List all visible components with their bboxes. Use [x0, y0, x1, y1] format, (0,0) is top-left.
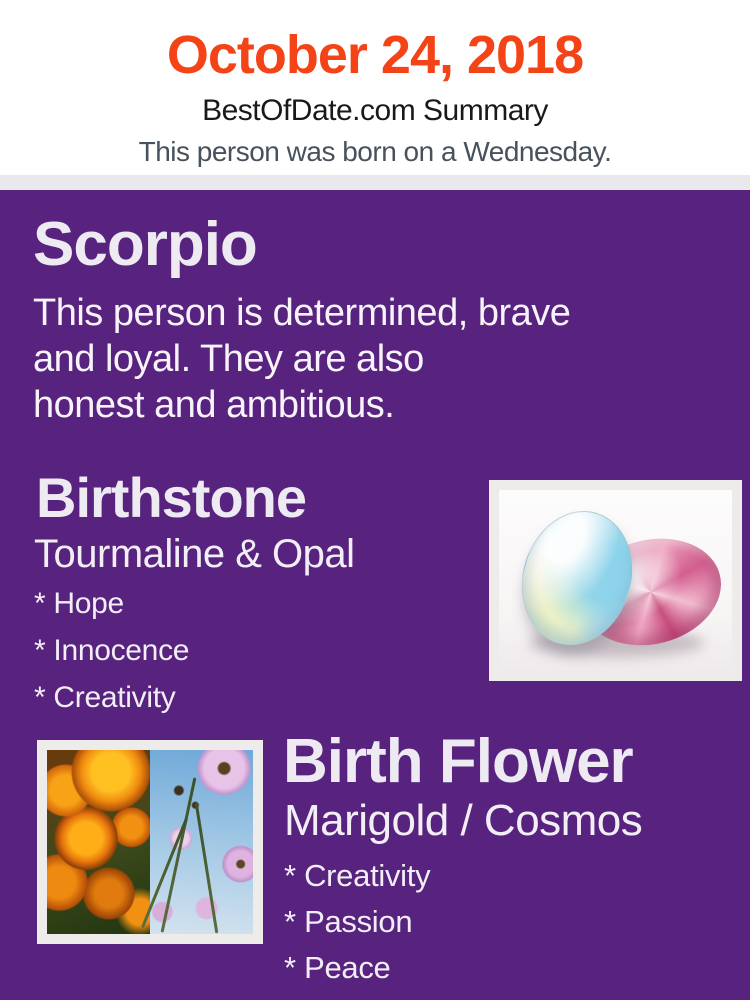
birth-flower-names: Marigold / Cosmos — [284, 796, 643, 845]
birthstone-image — [489, 480, 742, 681]
zodiac-sign-title: Scorpio — [33, 210, 257, 279]
birthstone-photo — [499, 490, 732, 671]
weekday-note: This person was born on a Wednesday. — [138, 136, 612, 167]
birth-flower-trait: * Creativity — [284, 858, 431, 893]
birth-flower-photo — [47, 750, 253, 934]
birthstone-trait: * Innocence — [34, 634, 190, 667]
birthstone-trait: * Hope — [34, 587, 124, 620]
zodiac-description — [33, 290, 570, 428]
zodiac-description-line: honest and ambitious. — [33, 384, 395, 426]
zodiac-description-line: This person is determined, brave — [33, 292, 571, 334]
birth-flower-title: Birth Flower — [283, 727, 633, 796]
summary-body — [0, 190, 750, 1000]
birth-flower-image — [37, 740, 263, 944]
birthstone-names: Tourmaline & Opal — [34, 532, 355, 576]
site-summary-subtitle: BestOfDate.com Summary — [202, 94, 548, 127]
header-divider — [0, 175, 750, 190]
birthstone-trait: * Creativity — [34, 681, 176, 714]
birth-flower-trait: * Passion — [284, 904, 413, 939]
birthstone-title: Birthstone — [36, 466, 306, 529]
birth-flower-trait: * Peace — [284, 950, 391, 985]
page-title-date: October 24, 2018 — [166, 25, 584, 85]
birthstone-trait-list — [34, 586, 189, 727]
zodiac-description-line: and loyal. They are also — [33, 338, 424, 380]
header — [0, 0, 750, 175]
birth-flower-trait-list — [284, 858, 430, 996]
marigold-photo-half — [47, 750, 150, 934]
